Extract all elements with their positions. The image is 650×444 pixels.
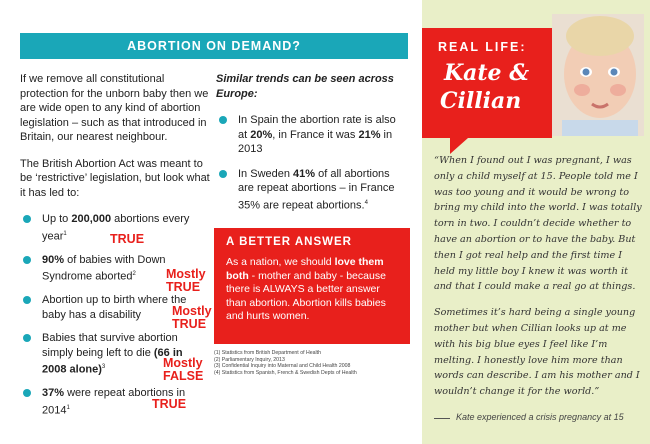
section-header: ABORTION ON DEMAND? (20, 33, 408, 59)
attribution-dash (434, 418, 450, 419)
bullet-icon (23, 334, 31, 342)
footnote: (3) Confidential Inquiry into Maternal and Child Health 2008 (214, 363, 351, 370)
footnotes (214, 350, 414, 376)
verdict-label: TRUE (152, 397, 187, 411)
verdict-label: Mostly TRUE (166, 267, 206, 294)
bullet-icon (219, 116, 227, 124)
list-item: Up to 200,000 abortions every year$^1$ (20, 212, 210, 244)
baby-photo (552, 14, 644, 136)
quote-paragraph: “When I found out I was pregnant, I was only a child myself at 15. People told me I was too young and it would be wrong to bring my child into the world. I was totally torn in two. I couldn’t decide whether to have an abortion or to have the baby. But then I got real help and the first time I held my little boy I knew it was worth it and that I could make a real go at things. (434, 155, 642, 293)
act-paragraph: The British Abortion Act was meant to be ‘restrictive’ legislation, but look what it has led to: (20, 157, 210, 199)
bullet-icon (23, 215, 31, 223)
verdict-label: Mostly FALSE (163, 356, 204, 383)
quote-attribution: Kate experienced a crisis pregnancy at 15 (456, 412, 624, 422)
quote-paragraph: Sometimes it’s hard being a single young mother but when Cillian looks up at me with his big blue eyes I feel like I’m melting. I honestly love him more than words can describe. I am his mother and I wouldn’t change it for the world.” (434, 307, 640, 398)
better-answer-box (214, 228, 410, 344)
list-item: 37% were repeat abortions in 2014$^1$ (20, 386, 210, 418)
intro-paragraph: If we remove all constitutional protection for the unborn baby then we are wide open to any kind of abortion legislation – such as that introduced in Britain, our nearest neighbour. (20, 73, 209, 143)
testimonial-quote (434, 153, 644, 410)
story-name-line1: Kate & (444, 60, 530, 86)
speech-tail (450, 138, 468, 154)
list-item: Babies that survive abortion simply being left to die (66 in 2008 alone)$^3$ (20, 331, 210, 377)
list-item: Abortion up to birth where the baby has a disability (20, 293, 210, 322)
footnote: (2) Parliamentary Inquiry, 2013 (214, 356, 285, 363)
list-item: 90% of babies with Down Syndrome aborted$^2$ (20, 253, 210, 285)
europe-intro: Similar trends can be seen across Europe: (216, 73, 394, 100)
footnote: (1) Statistics from British Department of Health (214, 350, 321, 356)
story-name-line2: Cillian (440, 88, 522, 114)
real-life-label: REAL LIFE: (438, 40, 527, 54)
bullet-icon (219, 170, 227, 178)
better-answer-title: A BETTER ANSWER (226, 236, 352, 248)
footnote: (4) Statistics from Spanish, French & Swedish Depts of Health (214, 369, 357, 376)
better-answer-text: As a nation, we should love them both - mother and baby - because there is ALWAYS a better answer than abortion. Abortion kills babies and hurts women. (226, 256, 386, 322)
verdict-label: TRUE (110, 232, 145, 246)
verdict-label: Mostly TRUE (172, 304, 212, 331)
bullet-icon (23, 256, 31, 264)
list-item: In Spain the abortion rate is also at 20%, in France it was 21% in 2013 (216, 113, 406, 157)
bullet-icon (23, 296, 31, 304)
list-item: In Sweden 41% of all abortions are repeat abortions – in France 35% are repeat abortions.$^4$ (216, 167, 406, 213)
europe-column (216, 72, 406, 223)
europe-list (216, 113, 406, 213)
baby-photo-image (552, 14, 644, 136)
bullet-icon (23, 389, 31, 397)
